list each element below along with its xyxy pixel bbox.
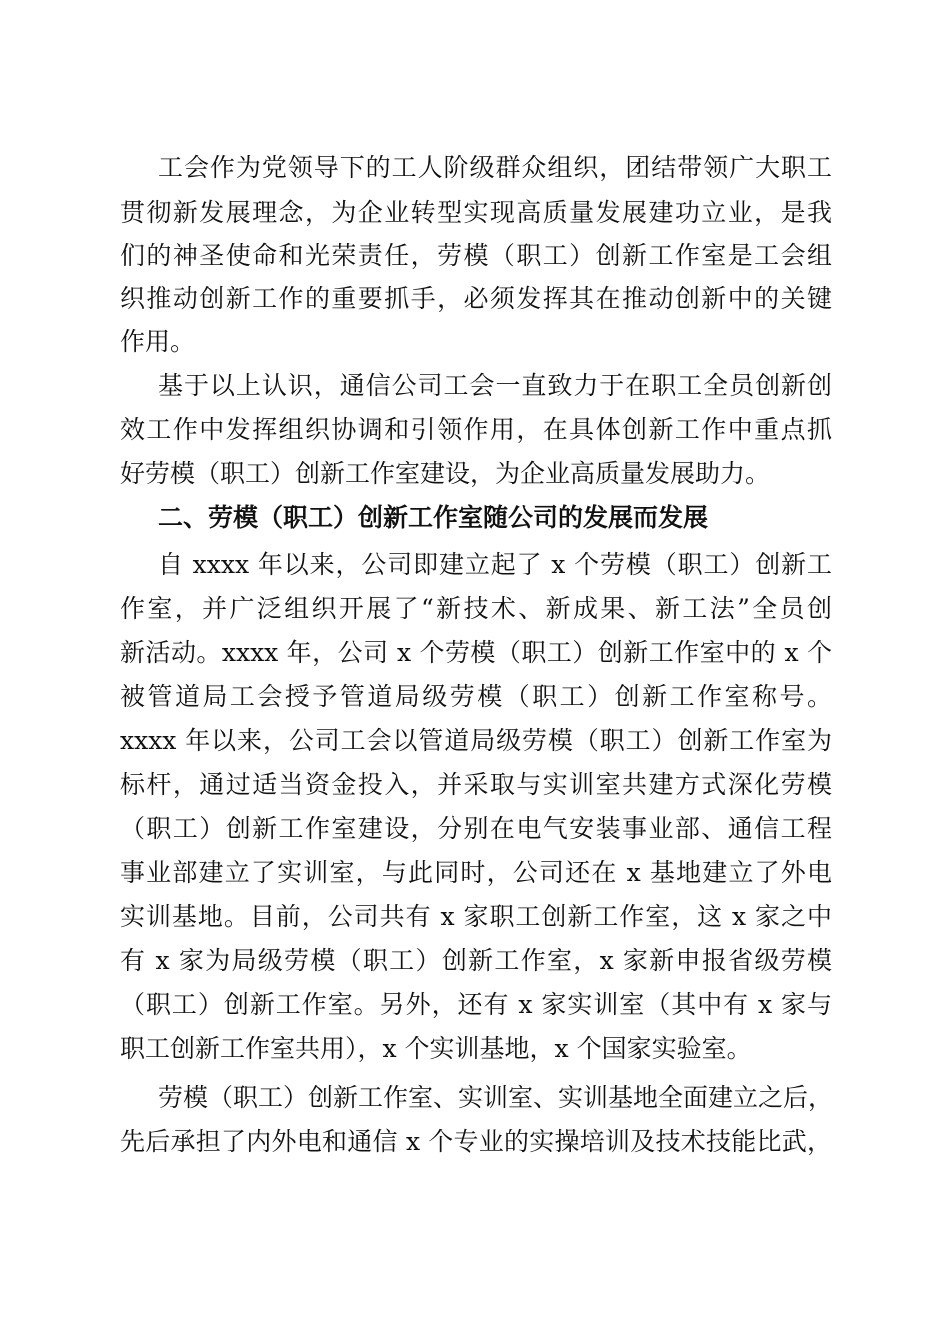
paragraph-3-line-10: 有 x 家为局级劳模（职工）创新工作室，x 家新申报省级劳模 (120, 946, 832, 975)
paragraph-1-line-3: 们的神圣使命和光荣责任，劳模（职工）创新工作室是工会组 (120, 241, 832, 270)
paragraph-3-line-2: 作室，并广泛组织开展了“新技术、新成果、新工法”全员创 (120, 594, 832, 623)
paragraph-1-line-5: 作用。 (120, 327, 196, 356)
paragraph-4-line-2: 先后承担了内外电和通信 x 个专业的实操培训及技术技能比武， (120, 1127, 832, 1156)
paragraph-1-line-2: 贯彻新发展理念，为企业转型实现高质量发展建功立业，是我 (120, 198, 832, 227)
section-heading: 二、劳模（职工）创新工作室随公司的发展而发展 (158, 503, 709, 532)
paragraph-3-line-6: 标杆，通过适当资金投入，并采取与实训室共建方式深化劳模 (120, 770, 832, 799)
paragraph-1-line-1: 工会作为党领导下的工人阶级群众组织，团结带领广大职工 (158, 153, 832, 182)
paragraph-3-line-3: 新活动。xxxx 年，公司 x 个劳模（职工）创新工作室中的 x 个 (120, 638, 832, 667)
paragraph-2-line-2: 效工作中发挥组织协调和引领作用，在具体创新工作中重点抓 (120, 415, 832, 444)
paragraph-3-line-5: xxxx 年以来，公司工会以管道局级劳模（职工）创新工作室为 (120, 726, 832, 755)
paragraph-1-line-4: 织推动创新工作的重要抓手，必须发挥其在推动创新中的关键 (120, 284, 832, 313)
paragraph-3-line-9: 实训基地。目前，公司共有 x 家职工创新工作室，这 x 家之中 (120, 902, 832, 931)
paragraph-4-line-1: 劳模（职工）创新工作室、实训室、实训基地全面建立之后， (158, 1083, 834, 1112)
paragraph-3-line-7: （职工）创新工作室建设，分别在电气安装事业部、通信工程 (120, 814, 832, 843)
paragraph-2-line-3: 好劳模（职工）创新工作室建设，为企业高质量发展助力。 (120, 459, 771, 488)
paragraph-3-line-11: （职工）创新工作室。另外，还有 x 家实训室（其中有 x 家与 (120, 990, 832, 1019)
paragraph-3-line-4: 被管道局工会授予管道局级劳模（职工）创新工作室称号。 (120, 682, 832, 711)
paragraph-3-line-12: 职工创新工作室共用），x 个实训基地，x 个国家实验室。 (120, 1034, 752, 1063)
paragraph-3-line-8: 事业部建立了实训室，与此同时，公司还在 x 基地建立了外电 (120, 858, 832, 887)
paragraph-2-line-1: 基于以上认识，通信公司工会一直致力于在职工全员创新创 (158, 371, 832, 400)
paragraph-3-line-1: 自 xxxx 年以来，公司即建立起了 x 个劳模（职工）创新工 (158, 550, 832, 579)
